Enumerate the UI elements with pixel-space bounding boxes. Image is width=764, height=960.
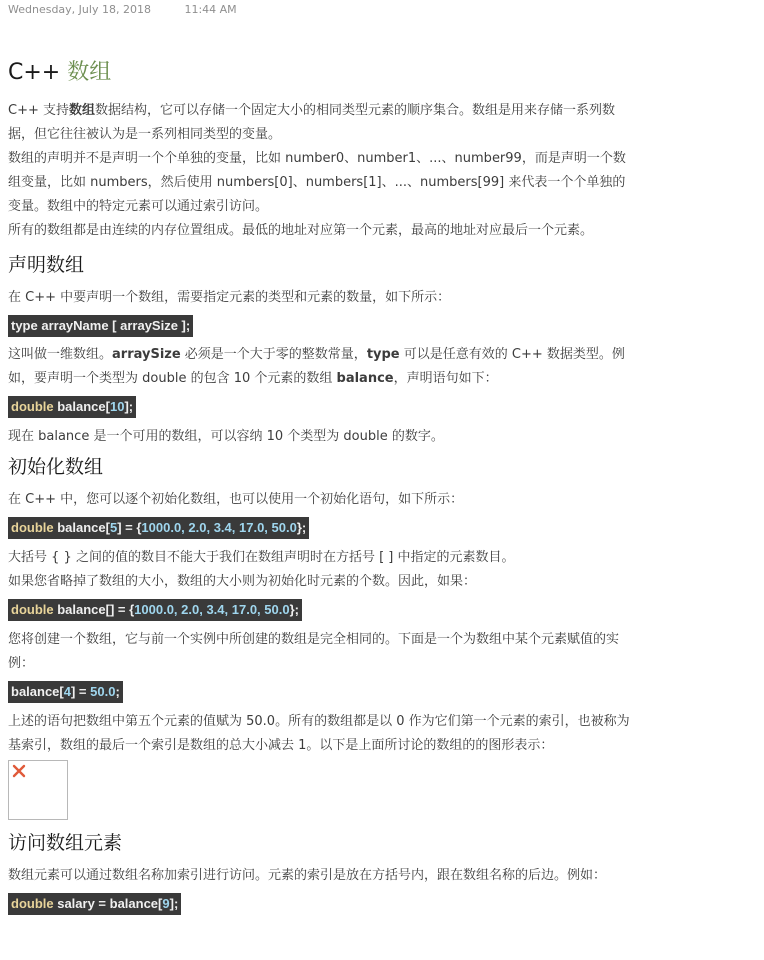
heading-declare: 声明数组 (8, 254, 85, 276)
heading-init: 初始化数组 (8, 456, 104, 478)
code-text: balance[ (53, 520, 110, 535)
code-text: ]; (169, 896, 179, 911)
declare-p2a: 这叫做一维数组。 (8, 347, 113, 362)
intro-paragraph-2: 数组的声明并不是声明一个个单独的变量，比如 number0、number1、...、number99，而是声明一个数组变量，比如 numbers，然后使用 numbers[0]、numbers[1]、...、numbers[99] 来代表一个个单独的变量。数组中的特定元素可以通过索引访问。 (8, 151, 626, 214)
code-text: ] = { (117, 520, 142, 535)
code-keyword: double (11, 602, 54, 617)
code-text: }; (289, 602, 299, 617)
code-text: balance[ (53, 399, 110, 414)
init-paragraph-1: 在 C++ 中，您可以逐个初始化数组，也可以使用一个初始化语句，如下所示： (8, 492, 464, 507)
init-paragraph-3: 如果您省略掉了数组的大小，数组的大小则为初始化时元素的个数。因此，如果： (8, 574, 477, 589)
code-keyword: double (11, 399, 54, 414)
code-text: ]; (124, 399, 134, 414)
code-access (8, 893, 181, 915)
declare-paragraph-3: 现在 balance 是一个可用的数组，可以容纳 10 个类型为 double 的数字。 (8, 429, 444, 444)
page-title (8, 17, 764, 88)
code-number: 9 (162, 896, 170, 911)
code-declare-syntax: type arrayName [ arraySize ]; (8, 315, 193, 337)
code-text: }; (296, 520, 307, 535)
code-keyword: double (11, 520, 54, 535)
declare-p2-balance: balance (336, 371, 394, 386)
heading-access: 访问数组元素 (8, 832, 123, 854)
access-paragraph-1: 数组元素可以通过数组名称加索引进行访问。元素的索引是放在方括号内，跟在数组名称的后边。例如： (8, 868, 607, 883)
title-accent: 数组 (67, 60, 112, 85)
declare-p2c: 必须是一个大于零的整数常量， (180, 347, 367, 362)
note-meta (8, 0, 764, 17)
init-paragraph-2: 大括号 { } 之间的值的数目不能大于我们在数组声明时在方括号 [ ] 中指定的元素数目。 (8, 550, 515, 565)
code-assign (8, 681, 123, 703)
intro-p1-bold: 数组 (69, 103, 96, 118)
broken-image-icon (12, 764, 26, 778)
declare-paragraph-1: 在 C++ 中要声明一个数组，需要指定元素的类型和元素的数量，如下所示： (8, 290, 451, 305)
intro-paragraph-3: 所有的数组都是由连续的内存位置组成。最低的地址对应第一个元素，最高的地址对应最后一个元素。 (8, 223, 594, 238)
intro-paragraph-1 (8, 99, 636, 147)
code-number: 4 (63, 684, 71, 699)
code-init-unsized (8, 599, 302, 621)
declare-p2g: ，声明语句如下： (393, 371, 498, 386)
declare-p2-type: type (366, 347, 400, 362)
code-declare-balance (8, 396, 136, 418)
note-time: 11:44 AM (184, 3, 237, 16)
declare-paragraph-2 (8, 343, 636, 391)
code-text: balance[] = { (53, 602, 135, 617)
code-number: 1000.0, 2.0, 3.4, 17.0, 50.0 (134, 602, 290, 617)
init-paragraph-5: 上述的语句把数组中第五个元素的值赋为 50.0。所有的数组都是以 0 作为它们第一个元素的索引，也被称为基索引，数组的最后一个索引是数组的总大小减去 1。以下是上面所讨论的数组的的图形表示： (8, 714, 630, 753)
code-number: 1000.0, 2.0, 3.4, 17.0, 50.0 (141, 520, 297, 535)
code-number: 5 (109, 520, 118, 535)
code-init-sized (8, 517, 309, 539)
code-number: 10 (109, 399, 125, 414)
intro-p1a: C++ 支持 (8, 103, 69, 118)
intro-p1c: 数据结构，它可以存储一个固定大小的相同类型元素的顺序集合。数组是用来存储一系列数据，但它往往被认为是一系列相同类型的变量。 (8, 103, 616, 142)
code-number: 50.0 (90, 684, 116, 699)
code-text: balance[ (11, 684, 64, 699)
code-keyword: double (11, 896, 54, 911)
code-text: salary = balance[ (53, 896, 163, 911)
declare-p2e: 可以是任意有效的 C++ 数据类型。例如，要声明一个类型为 double 的包含 10 个元素的数组 (8, 347, 625, 386)
code-text: ; (115, 684, 120, 699)
array-diagram-image (8, 760, 68, 820)
declare-p2-arraysize: arraySize (112, 347, 181, 362)
init-paragraph-4: 您将创建一个数组，它与前一个实例中所创建的数组是完全相同的。下面是一个为数组中某个元素赋值的实例： (8, 632, 620, 671)
title-prefix: C++ (8, 60, 68, 85)
note-date: Wednesday, July 18, 2018 (8, 3, 151, 16)
code-text: ] = (70, 684, 91, 699)
